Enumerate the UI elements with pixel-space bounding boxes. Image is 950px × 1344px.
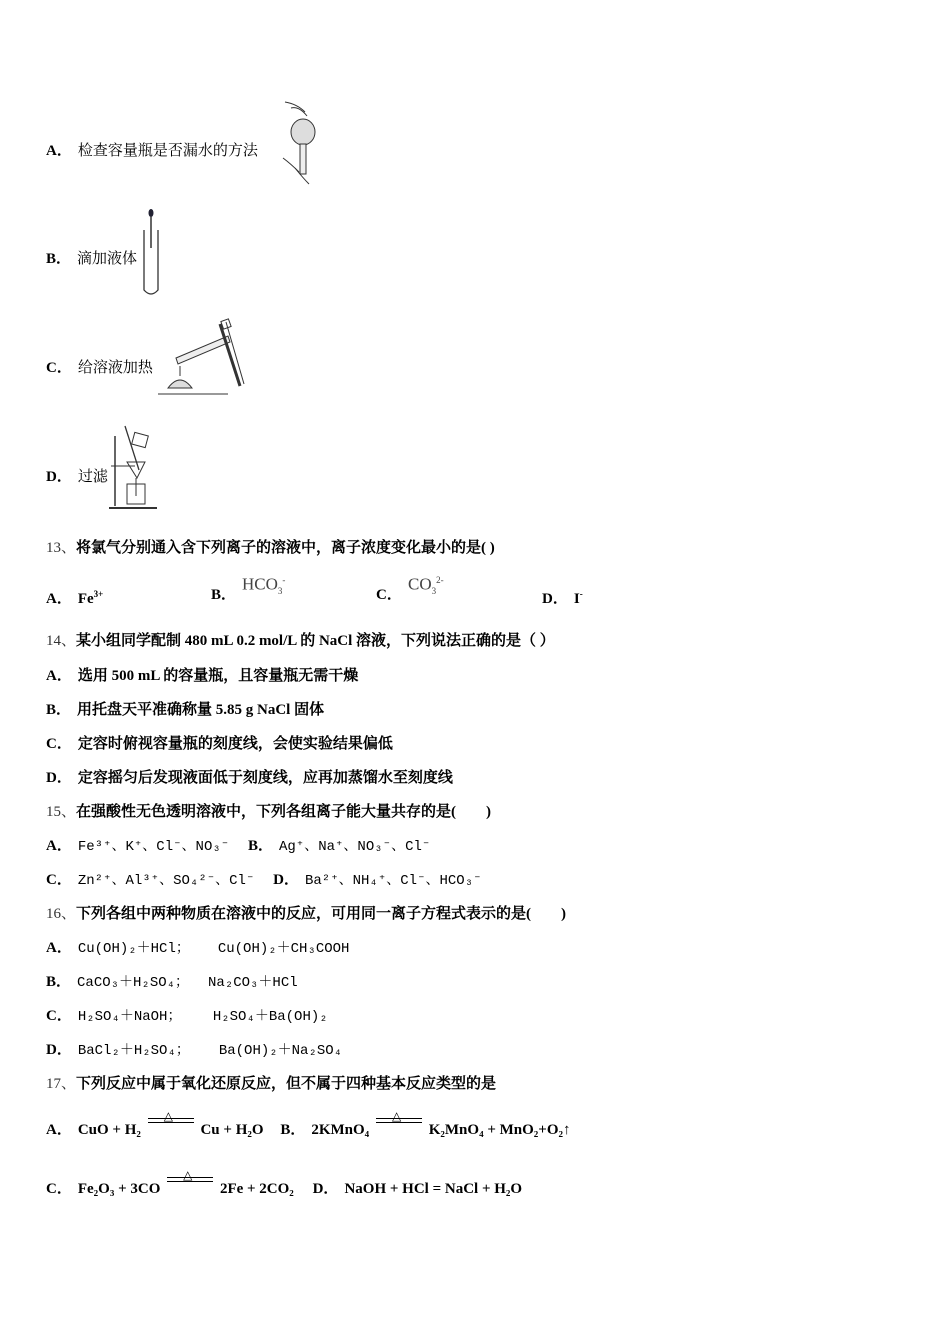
heat-equals-sign: △ — [374, 1120, 424, 1140]
q15-option-b: B． Ag⁺、Na⁺、NO₃⁻、Cl⁻ — [247, 838, 431, 855]
q16-option-a: A． Cu(OH)₂＋HCl； Cu(OH)₂＋CH₃COOH — [46, 940, 350, 957]
q17-option-a: A． CuO + H₂ △ Cu + H₂O — [46, 1109, 264, 1138]
q17-options-cd — [46, 1168, 523, 1199]
q17-stem: 17、下列反应中属于氧化还原反应，但不属于四种基本反应类型的是 — [46, 1076, 497, 1092]
q12-option-b: B． 滴加液体 — [46, 249, 138, 267]
q15-options-cd — [46, 869, 482, 891]
q13-stem: 13、将氯气分别通入含下列离子的溶液中，离子浓度变化最小的是( ) — [46, 540, 495, 556]
q15-option-d: D． Ba²⁺、NH₄⁺、Cl⁻、HCO₃⁻ — [273, 872, 482, 889]
q14-option-c: C． 定容时俯视容量瓶的刻度线，会使实验结果偏低 — [46, 736, 393, 752]
q17-option-d: D． NaOH + HCl = NaCl + H₂O — [312, 1181, 523, 1197]
q13-option-c: C． — [376, 587, 402, 603]
q13-option-a: A． $Fe^{3+}$ — [46, 589, 104, 607]
q13-option-b: B． — [211, 587, 237, 603]
volumetric-flask-leak-check-figure — [277, 98, 327, 188]
q12-option-a: A． 检查容量瓶是否漏水的方法 — [46, 141, 258, 159]
dropper-test-tube-figure — [140, 208, 164, 298]
q14-option-d: D． 定容摇匀后发现液面低于刻度线，应再加蒸馏水至刻度线 — [46, 770, 453, 786]
q14-option-a: A． 选用 500 mL 的容量瓶，且容量瓶无需干燥 — [46, 668, 359, 684]
q13-option-b-ion: $HCO_3^-$ — [242, 574, 286, 597]
q12-option-d: D． 过滤 — [46, 467, 108, 485]
filtration-apparatus-figure — [105, 424, 165, 516]
heat-equals-sign: △ — [165, 1179, 215, 1199]
q14-option-b: B． 用托盘天平准确称量 5.85 g NaCl 固体 — [46, 702, 325, 718]
q17-option-c: C． Fe₂O₃ + 3CO △ 2Fe + 2CO₂ — [46, 1168, 294, 1197]
q13-option-c-ion: $CO_3^{2-}$ — [408, 574, 444, 597]
q17-options-ab — [46, 1109, 571, 1140]
q12-option-c: C． 给溶液加热 — [46, 358, 153, 376]
q16-option-d: D． BaCl₂＋H₂SO₄； Ba(OH)₂＋Na₂SO₄ — [46, 1042, 343, 1059]
q16-option-b: B． CaCO₃＋H₂SO₄； Na₂CO₃＋HCl — [46, 974, 298, 991]
heating-test-tube-figure — [158, 316, 246, 398]
q15-option-c: C． Zn²⁺、Al³⁺、SO₄²⁻、Cl⁻ — [46, 872, 255, 889]
q16-stem: 16、下列各组中两种物质在溶液中的反应，可用同一离子方程式表示的是( ) — [46, 906, 567, 922]
heat-equals-sign: △ — [146, 1120, 196, 1140]
q15-options-ab — [46, 835, 430, 857]
q13-option-d: D． I- — [542, 589, 583, 607]
q15-option-a: A． Fe³⁺、K⁺、Cl⁻、NO₃⁻ — [46, 838, 230, 855]
q17-option-b: B． 2KMnO₄ △ K₂MnO₄ + MnO₂+O₂↑ — [280, 1109, 571, 1138]
q15-stem: 15、在强酸性无色透明溶液中，下列各组离子能大量共存的是( ) — [46, 804, 492, 820]
q16-option-c: C． H₂SO₄＋NaOH； H₂SO₄＋Ba(OH)₂ — [46, 1008, 328, 1025]
q14-stem: 14、某小组同学配制 480 mL 0.2 mol/L 的 NaCl 溶液，下列说法正确的是（ ） — [46, 633, 555, 649]
